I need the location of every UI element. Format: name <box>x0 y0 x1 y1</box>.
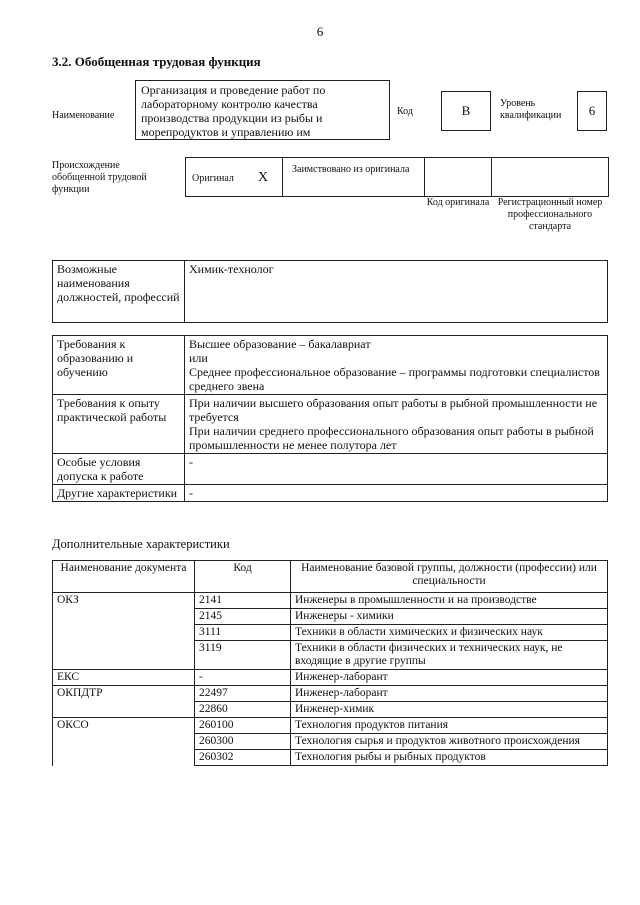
cell-code: 2145 <box>195 609 291 625</box>
level-label: Уровень квалификации <box>500 98 562 121</box>
requirement-label: Требования к опыту практической работы <box>53 395 185 454</box>
reg-number-cell <box>491 157 609 197</box>
code-original-caption: Код оригинала <box>426 197 490 208</box>
cell-doc <box>53 734 195 750</box>
requirement-line: или <box>189 351 208 365</box>
additional-table <box>52 560 608 766</box>
code-label: Код <box>397 106 413 117</box>
original-mark: Х <box>258 170 269 185</box>
cell-doc: ЕКС <box>53 670 195 686</box>
cell-name: Техники в области физических и технических наук, не входящие в другие группы <box>291 641 608 670</box>
cell-name: Инженер-химик <box>291 702 608 718</box>
table-row <box>53 593 608 609</box>
header-document: Наименование документа <box>53 561 195 593</box>
cell-code: - <box>195 670 291 686</box>
table-row <box>53 641 608 670</box>
cell-code: 260302 <box>195 750 291 766</box>
requirement-value <box>185 395 608 454</box>
requirement-label: Другие характеристики <box>53 485 185 502</box>
header-name: Наименование базовой группы, должности (профессии) или специальности <box>291 561 608 593</box>
table-row <box>53 718 608 734</box>
origin-label: Происхождение обобщенной трудовой функции <box>52 160 147 195</box>
requirement-row <box>53 395 608 454</box>
positions-table <box>52 260 608 323</box>
additional-title: Дополнительные характеристики <box>52 537 230 551</box>
cell-doc <box>53 609 195 625</box>
requirement-line: При наличии среднего профессионального образования опыт работы в рыбной промышленности не менее полутора лет <box>189 424 594 452</box>
requirement-row <box>53 454 608 485</box>
cell-code: 260100 <box>195 718 291 734</box>
requirement-line: Высшее образование – бакалавриат <box>189 337 371 351</box>
requirement-value <box>185 485 608 502</box>
borrowed-label: Заимствовано из оригинала <box>292 164 410 175</box>
cell-doc: ОКЗ <box>53 593 195 609</box>
reg-number-caption: Регистрационный номер профессионального стандарта <box>497 197 603 232</box>
table-row <box>53 702 608 718</box>
cell-code: 22860 <box>195 702 291 718</box>
code-original-cell <box>424 157 492 197</box>
table-row <box>53 686 608 702</box>
requirement-row <box>53 336 608 395</box>
cell-code: 260300 <box>195 734 291 750</box>
code-value-box <box>441 91 491 131</box>
table-row <box>53 609 608 625</box>
cell-doc: ОКСО <box>53 718 195 734</box>
requirement-label: Особые условия допуска к работе <box>53 454 185 485</box>
cell-doc <box>53 641 195 670</box>
level-value: 6 <box>588 103 596 118</box>
origin-borrowed-cell <box>282 157 425 197</box>
code-value: В <box>461 103 471 118</box>
cell-doc <box>53 702 195 718</box>
original-label: Оригинал <box>192 173 234 184</box>
requirement-line: - <box>189 486 193 500</box>
requirements-table <box>52 335 608 502</box>
cell-code: 22497 <box>195 686 291 702</box>
cell-name: Технология продуктов питания <box>291 718 608 734</box>
name-label: Наименование <box>52 110 115 121</box>
cell-doc <box>53 750 195 766</box>
requirement-label: Требования к образованию и обучению <box>53 336 185 395</box>
page-number: 6 <box>316 24 324 39</box>
table-row <box>53 625 608 641</box>
cell-code: 2141 <box>195 593 291 609</box>
requirement-line: Среднее профессиональное образование – программы подготовки специалистов среднего звена <box>189 365 600 393</box>
cell-name: Технология рыбы и рыбных продуктов <box>291 750 608 766</box>
origin-original-cell <box>185 157 283 197</box>
table-row <box>53 750 608 766</box>
section-title: 3.2. Обобщенная трудовая функция <box>52 54 261 69</box>
table-row <box>53 734 608 750</box>
positions-label: Возможные наименования должностей, профессий <box>53 261 185 323</box>
cell-name: Техники в области химических и физических наук <box>291 625 608 641</box>
table-row <box>53 670 608 686</box>
cell-name: Инженер-лаборант <box>291 670 608 686</box>
header-code: Код <box>195 561 291 593</box>
level-value-box <box>577 91 607 131</box>
positions-value: Химик-технолог <box>185 261 608 323</box>
function-name-box <box>135 80 390 140</box>
cell-code: 3111 <box>195 625 291 641</box>
function-name-value: Организация и проведение работ по лабораторному контролю качества производства продукции из рыбы и морепродуктов и управлению им <box>141 83 326 139</box>
requirement-value <box>185 454 608 485</box>
cell-name: Инженер-лаборант <box>291 686 608 702</box>
requirement-line: При наличии высшего образования опыт работы в рыбной промышленности не требуется <box>189 396 598 424</box>
cell-name: Инженеры - химики <box>291 609 608 625</box>
cell-doc <box>53 625 195 641</box>
cell-name: Инженеры в промышленности и на производстве <box>291 593 608 609</box>
requirement-line: - <box>189 455 193 469</box>
requirement-row <box>53 485 608 502</box>
cell-doc: ОКПДТР <box>53 686 195 702</box>
requirement-value <box>185 336 608 395</box>
cell-code: 3119 <box>195 641 291 670</box>
cell-name: Технология сырья и продуктов животного происхождения <box>291 734 608 750</box>
